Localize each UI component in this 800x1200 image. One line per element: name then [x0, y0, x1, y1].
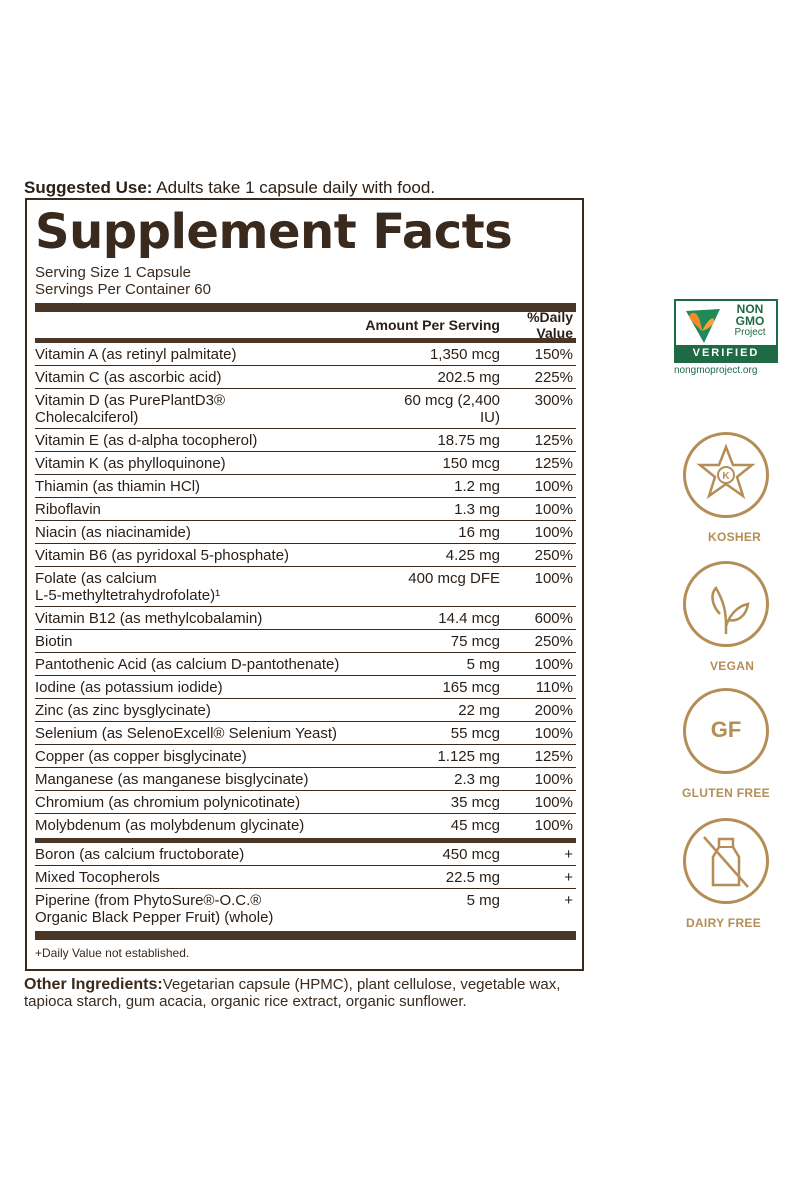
nutrient-row: [35, 843, 576, 865]
nutrient-name: [35, 498, 390, 520]
nutrient-amount: 18.75 mg: [437, 432, 500, 449]
nutrient-name: [35, 745, 390, 767]
nutrient-name-line: L-5-methyltetrahydrofolate)¹: [35, 587, 221, 604]
nongmo-line3: Project: [734, 327, 766, 338]
gluten-free-label: GLUTEN FREE: [682, 786, 770, 800]
nutrient-dv: +: [564, 869, 573, 886]
nutrient-row: [35, 675, 576, 698]
nutrient-amount: 202.5 mg: [437, 369, 500, 386]
nutrient-name-line: Iodine (as potassium iodide): [35, 679, 223, 696]
nutrient-name: [35, 889, 390, 928]
nutrient-row: [35, 865, 576, 888]
nutrient-name-line: Zinc (as zinc bysglycinate): [35, 702, 211, 719]
kosher-label: KOSHER: [708, 530, 762, 544]
nutrient-row: [35, 629, 576, 652]
nongmo-line2: GMO: [735, 314, 765, 328]
nutrient-name-line: Pantothenic Acid (as calcium D-pantothenate): [35, 656, 340, 673]
dairy-free-label: DAIRY FREE: [686, 916, 762, 930]
nutrient-name-line: Vitamin B6 (as pyridoxal 5-phosphate): [35, 547, 290, 564]
no-milk-icon: [683, 818, 769, 904]
svg-text:K: K: [722, 471, 730, 482]
nutrient-row: [35, 721, 576, 744]
nutrient-row: [35, 451, 576, 474]
nutrient-dv: 600%: [534, 610, 573, 627]
nutrient-dv: 250%: [534, 547, 573, 564]
nutrient-row: [35, 520, 576, 543]
nutrient-name-line: Niacin (as niacinamide): [35, 524, 191, 541]
nutrient-name-line: Copper (as copper bisglycinate): [35, 748, 247, 765]
nutrient-dv: 110%: [535, 679, 573, 696]
serving-info: [35, 264, 576, 298]
nutrient-amount: 1.2 mg: [454, 478, 500, 495]
nutrient-name-line: Vitamin K (as phylloquinone): [35, 455, 226, 472]
nutrient-dv: 100%: [534, 725, 573, 742]
nutrient-rows: [35, 343, 576, 836]
nutrient-name: [35, 722, 390, 744]
other-nutrient-rows: [35, 843, 576, 928]
nutrient-dv: 200%: [534, 702, 573, 719]
nutrient-name-line: Piperine (from PhytoSure®-O.C.®: [35, 892, 262, 909]
nutrient-row: [35, 606, 576, 629]
nutrient-name: [35, 521, 390, 543]
nutrient-row: [35, 813, 576, 836]
nutrient-name-line: Vitamin B12 (as methylcobalamin): [35, 610, 263, 627]
nutrient-dv: +: [564, 846, 573, 863]
nutrient-dv: 250%: [534, 633, 573, 650]
facts-title: Supplement Facts: [35, 204, 513, 260]
nutrient-row: [35, 744, 576, 767]
butterfly-icon: [680, 305, 724, 347]
vegan-badge: [670, 561, 800, 673]
gf-icon: [683, 688, 769, 774]
nongmo-url: nongmoproject.org: [674, 365, 758, 376]
nutrient-name-line: Molybdenum (as molybdenum glycinate): [35, 817, 305, 834]
serving-size: Serving Size 1 Capsule: [35, 264, 191, 281]
nutrient-row: [35, 497, 576, 520]
nutrient-row: [35, 343, 576, 365]
suggested-use-label: Suggested Use:: [24, 178, 153, 197]
nutrient-name-line: Vitamin A (as retinyl palmitate): [35, 346, 237, 363]
nutrient-name: [35, 544, 390, 566]
nutrient-dv: 125%: [534, 455, 573, 472]
supplement-facts-panel: [25, 198, 584, 971]
nutrient-amount: 165 mcg: [442, 679, 500, 696]
nutrient-name-line: Selenium (as SelenoExcell® Selenium Yeast): [35, 725, 338, 742]
nutrient-dv: 300%: [534, 392, 573, 409]
nutrient-name: [35, 607, 390, 629]
nutrient-row: [35, 543, 576, 566]
nutrient-amount: 150 mcg: [442, 455, 500, 472]
nutrient-dv: 125%: [534, 432, 573, 449]
nutrient-name: [35, 429, 390, 451]
nutrient-name-line: Folate (as calcium: [35, 570, 157, 587]
nutrient-amount: 400 mcg DFE: [408, 570, 500, 587]
nutrient-row: [35, 698, 576, 721]
nutrient-row: [35, 428, 576, 451]
suggested-use: [24, 178, 435, 198]
nutrient-amount: 4.25 mg: [445, 547, 500, 564]
nutrient-amount: 45 mcg: [450, 817, 500, 834]
dv-header: %Daily Value: [527, 309, 573, 341]
gluten-free-badge: [670, 688, 800, 800]
suggested-use-text: Adults take 1 capsule daily with food.: [152, 178, 436, 197]
nutrient-dv: 225%: [534, 369, 573, 386]
other-ingredients-label: Other Ingredients:: [24, 976, 163, 993]
vegan-label: VEGAN: [710, 659, 755, 673]
nongmo-badge: [674, 299, 784, 376]
nutrient-amount: 75 mcg: [450, 633, 500, 650]
nutrient-dv: 150%: [534, 346, 573, 363]
nutrient-amount: 450 mcg: [442, 846, 500, 863]
column-header: [35, 309, 576, 341]
nutrient-amount: 5 mg: [466, 656, 500, 673]
footnote: +Daily Value not established.: [35, 946, 190, 960]
nutrient-amount: 5 mg: [466, 892, 500, 909]
nutrient-row: [35, 388, 576, 428]
nutrient-name-line: Mixed Tocopherols: [35, 869, 160, 886]
nutrient-name-line: Chromium (as chromium polynicotinate): [35, 794, 301, 811]
nutrient-dv: 100%: [534, 771, 573, 788]
nutrient-amount: 22.5 mg: [445, 869, 500, 886]
nutrient-dv: +: [564, 892, 573, 909]
nutrient-dv: 100%: [534, 817, 573, 834]
nutrient-amount: 1.3 mg: [454, 501, 500, 518]
kosher-badge: [670, 432, 800, 544]
amount-header: Amount Per Serving: [365, 317, 500, 333]
nutrient-name: [35, 814, 390, 836]
nutrient-amount: 60 mcg (2,400 IU): [404, 392, 500, 426]
nutrient-dv: 100%: [534, 794, 573, 811]
nongmo-verified: VERIFIED: [676, 345, 776, 361]
nutrient-row: [35, 474, 576, 497]
nutrient-name: [35, 630, 390, 652]
nutrient-dv: 100%: [534, 501, 573, 518]
nutrient-amount: 2.3 mg: [454, 771, 500, 788]
nutrient-amount: 1.125 mg: [437, 748, 500, 765]
nutrient-amount: 35 mcg: [450, 794, 500, 811]
nutrient-name: [35, 676, 390, 698]
nutrient-name: [35, 475, 390, 497]
nutrient-name-line: Vitamin C (as ascorbic acid): [35, 369, 222, 386]
nutrient-row: [35, 888, 576, 928]
nutrient-name: [35, 343, 390, 365]
thick-divider: [35, 303, 576, 312]
nutrient-name-line: Organic Black Pepper Fruit) (whole): [35, 909, 274, 926]
nutrient-dv: 100%: [534, 478, 573, 495]
nutrient-name-line: Vitamin D (as PurePlantD3®: [35, 392, 226, 409]
nutrient-name-line: Manganese (as manganese bisglycinate): [35, 771, 309, 788]
nutrient-name-line: Biotin: [35, 633, 73, 650]
nongmo-line1: NON: [736, 302, 764, 316]
nutrient-name: [35, 389, 390, 428]
gf-mark: GF: [710, 717, 742, 742]
nutrient-amount: 22 mg: [458, 702, 500, 719]
nutrient-name: [35, 843, 390, 865]
nutrient-name: [35, 866, 390, 888]
nutrient-row: [35, 652, 576, 675]
nutrient-amount: 55 mcg: [450, 725, 500, 742]
nutrient-row: [35, 767, 576, 790]
nutrient-name-line: Boron (as calcium fructoborate): [35, 846, 245, 863]
nutrient-name: [35, 791, 390, 813]
nutrient-name-line: Vitamin E (as d-alpha tocopherol): [35, 432, 258, 449]
nutrient-name: [35, 366, 390, 388]
nutrient-name-line: Cholecalciferol): [35, 409, 139, 426]
nutrient-row: [35, 365, 576, 388]
nutrient-row: [35, 790, 576, 813]
nutrient-dv: 100%: [534, 570, 573, 587]
nutrient-name: [35, 452, 390, 474]
other-ingredients: [24, 976, 584, 1010]
nutrient-amount: 14.4 mcg: [438, 610, 500, 627]
nutrient-amount: 1,350 mcg: [429, 346, 500, 363]
nutrient-name: [35, 699, 390, 721]
nutrient-amount: 16 mg: [458, 524, 500, 541]
nutrient-dv: 125%: [534, 748, 573, 765]
servings-per-container: Servings Per Container 60: [35, 281, 211, 298]
nutrient-name: [35, 768, 390, 790]
leaf-icon: [683, 561, 769, 647]
kosher-icon: [683, 432, 769, 518]
nutrient-name: [35, 653, 390, 675]
dairy-free-badge: [670, 818, 800, 930]
nutrient-name-line: Thiamin (as thiamin HCl): [35, 478, 201, 495]
nutrient-dv: 100%: [534, 656, 573, 673]
nutrient-dv: 100%: [534, 524, 573, 541]
other-ingredients-text: Vegetarian capsule (HPMC), plant cellulose, vegetable wax, tapioca starch, gum acacia, organic rice extract, organic sunflower.: [24, 976, 561, 1010]
nutrient-name-line: Riboflavin: [35, 501, 101, 518]
nutrient-row: [35, 566, 576, 606]
bottom-divider: [35, 931, 576, 940]
nutrient-name: [35, 567, 390, 606]
